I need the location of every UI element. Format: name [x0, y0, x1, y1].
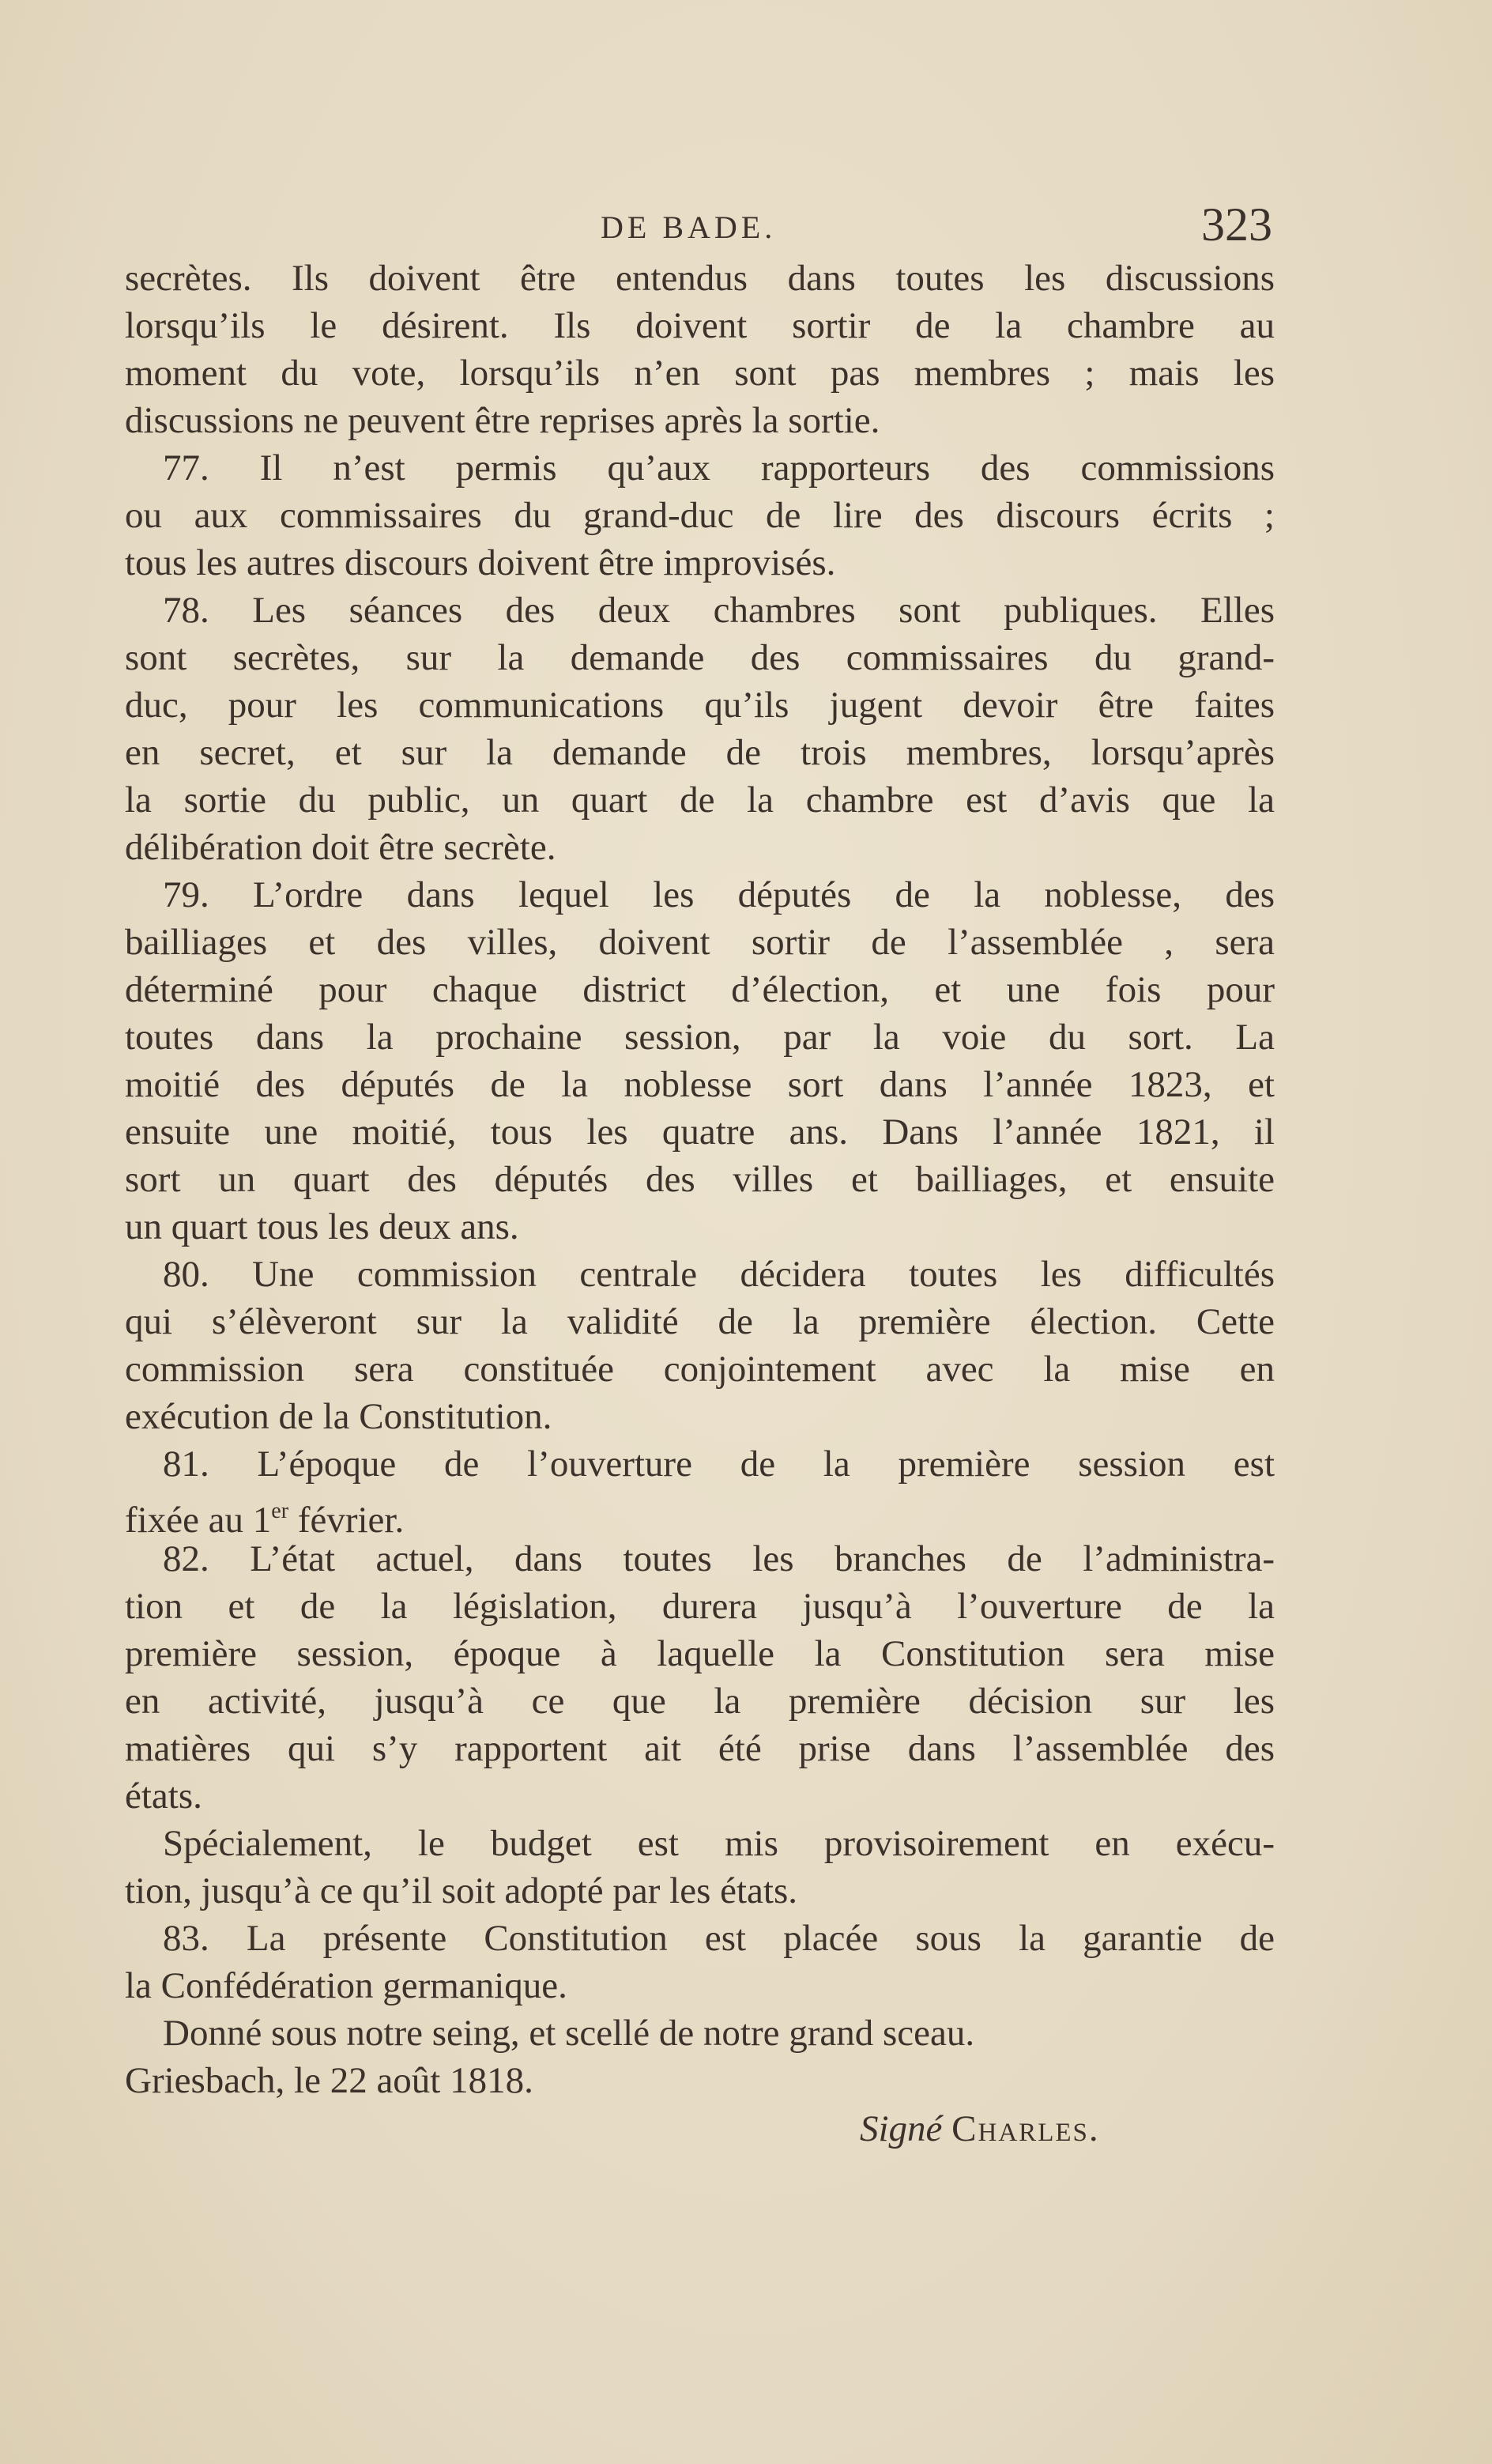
signature-signe: Signé: [860, 2108, 943, 2149]
superscript: er: [271, 1499, 289, 1523]
text-line: [125, 2009, 1275, 2057]
text-line-content: moment du vote, lorsqu’ils n’en sont pas membres ; mais les: [125, 353, 1275, 394]
text-line: [125, 2057, 1275, 2104]
text-line: [125, 1298, 1275, 1345]
text-line-content: sort un quart des députés des villes et bailliages, et ensuite: [125, 1159, 1275, 1200]
text-line: [125, 444, 1275, 492]
text-line-content: tion et de la législation, durera jusqu’à l’ouverture de la: [125, 1586, 1275, 1627]
text-line: [125, 1203, 1275, 1251]
text-line-content: lorsqu’ils le désirent. Ils doivent sortir de la chambre au: [125, 305, 1275, 346]
text-line-content: secrètes. Ils doivent être entendus dans toutes les discussions: [125, 258, 1275, 299]
text-line: [125, 1583, 1275, 1630]
text-line: [125, 255, 1275, 302]
text-line: [125, 349, 1275, 397]
text-line-content: 82. L’état actuel, dans toutes les branches de l’administra-: [163, 1538, 1275, 1579]
text-line-continuation: février.: [288, 1500, 405, 1541]
text-line: [125, 397, 1275, 444]
text-line: [125, 1393, 1275, 1440]
text-line: [125, 776, 1275, 824]
text-line: [125, 634, 1275, 681]
text-line-content: la sortie du public, un quart de la chambre est d’avis que la: [125, 779, 1275, 821]
text-line-content: Spécialement, le budget est mis provisoirement en exécu-: [163, 1823, 1275, 1864]
text-line: [125, 492, 1275, 539]
text-line-content: états.: [125, 1775, 202, 1817]
text-line-content: commission sera constituée conjointement avec la mise en: [125, 1349, 1275, 1390]
text-line: [125, 1013, 1275, 1061]
text-line-content: moitié des députés de la noblesse sort dans l’année 1823, et: [125, 1064, 1275, 1105]
text-line: [125, 1251, 1275, 1298]
text-line-content: 81. L’époque de l’ouverture de la première session est: [163, 1443, 1275, 1485]
text-line-content: 77. Il n’est permis qu’aux rapporteurs des commissions: [163, 447, 1275, 489]
text-line-content: en activité, jusqu’à ce que la première décision sur les: [125, 1681, 1275, 1722]
text-line: [125, 871, 1275, 919]
text-line: [125, 729, 1275, 776]
text-line: [125, 1440, 1275, 1488]
text-line: [125, 1108, 1275, 1156]
signature: [860, 2107, 1100, 2150]
text-line: [125, 1772, 1275, 1820]
text-line: [125, 1156, 1275, 1203]
text-line-content: ou aux commissaires du grand-duc de lire des discours écrits ;: [125, 495, 1275, 536]
text-line-content: bailliages et des villes, doivent sortir de l’assemblée , sera: [125, 922, 1275, 963]
text-line-content: discussions ne peuvent être reprises après la sortie.: [125, 400, 880, 441]
text-line-content: matières qui s’y rapportent ait été prise dans l’assemblée des: [125, 1728, 1275, 1769]
text-line: [125, 966, 1275, 1013]
text-line-content: 80. Une commission centrale décidera toutes les difficultés: [163, 1254, 1275, 1295]
text-line-content: en secret, et sur la demande de trois membres, lorsqu’après: [125, 732, 1275, 773]
text-line: [125, 919, 1275, 966]
text-line: [125, 302, 1275, 349]
text-line-content: déterminé pour chaque district d’élection, et une fois pour: [125, 969, 1275, 1010]
text-line-content: la Confédération germanique.: [125, 1965, 567, 2006]
text-line-content: première session, époque à laquelle la Constitution sera mise: [125, 1633, 1275, 1674]
text-line: [125, 1630, 1275, 1677]
text-line: [125, 1677, 1275, 1725]
text-line: [125, 1867, 1275, 1915]
text-line-content: fixée au 1: [125, 1500, 272, 1541]
text-line-content: tion, jusqu’à ce qu’il soit adopté par les états.: [125, 1870, 798, 1911]
text-line: [125, 1725, 1275, 1772]
text-line-content: sont secrètes, sur la demande des commissaires du grand-: [125, 637, 1275, 678]
text-line: [125, 824, 1275, 871]
text-line: [125, 681, 1275, 729]
text-line-content: délibération doit être secrète.: [125, 827, 556, 868]
text-line: [125, 1061, 1275, 1108]
text-line: [125, 1820, 1275, 1867]
page-header: [126, 198, 1272, 251]
text-line-content: 79. L’ordre dans lequel les députés de la noblesse, des: [163, 874, 1275, 915]
text-line-content: un quart tous les deux ans.: [125, 1206, 519, 1247]
text-line-content: Griesbach, le 22 août 1818.: [125, 2060, 533, 2101]
text-line-content: duc, pour les communications qu’ils jugent devoir être faites: [125, 685, 1275, 726]
text-line: [125, 587, 1275, 634]
text-line-content: Donné sous notre seing, et scellé de notre grand sceau.: [163, 2013, 975, 2054]
text-line: [125, 1345, 1275, 1393]
text-line: [125, 1915, 1275, 1962]
text-line: [125, 1535, 1275, 1583]
text-line: [125, 539, 1275, 587]
page-number: 323: [1201, 198, 1272, 251]
text-line-content: 78. Les séances des deux chambres sont publiques. Elles: [163, 590, 1275, 631]
signature-name: Charles.: [951, 2108, 1100, 2149]
text-line-content: exécution de la Constitution.: [125, 1396, 552, 1437]
text-line-content: 83. La présente Constitution est placée sous la garantie de: [163, 1918, 1275, 1959]
text-line-content: tous les autres discours doivent être improvisés.: [125, 542, 836, 583]
text-line-content: qui s’élèveront sur la validité de la première élection. Cette: [125, 1301, 1275, 1342]
text-line-content: ensuite une moitié, tous les quatre ans. Dans l’année 1821, il: [125, 1111, 1275, 1153]
text-line-content: toutes dans la prochaine session, par la voie du sort. La: [125, 1017, 1275, 1058]
text-line: [125, 1962, 1275, 2009]
text-line: [125, 1488, 1275, 1541]
body-text: [125, 255, 1275, 2104]
running-head: DE BADE.: [601, 209, 777, 245]
